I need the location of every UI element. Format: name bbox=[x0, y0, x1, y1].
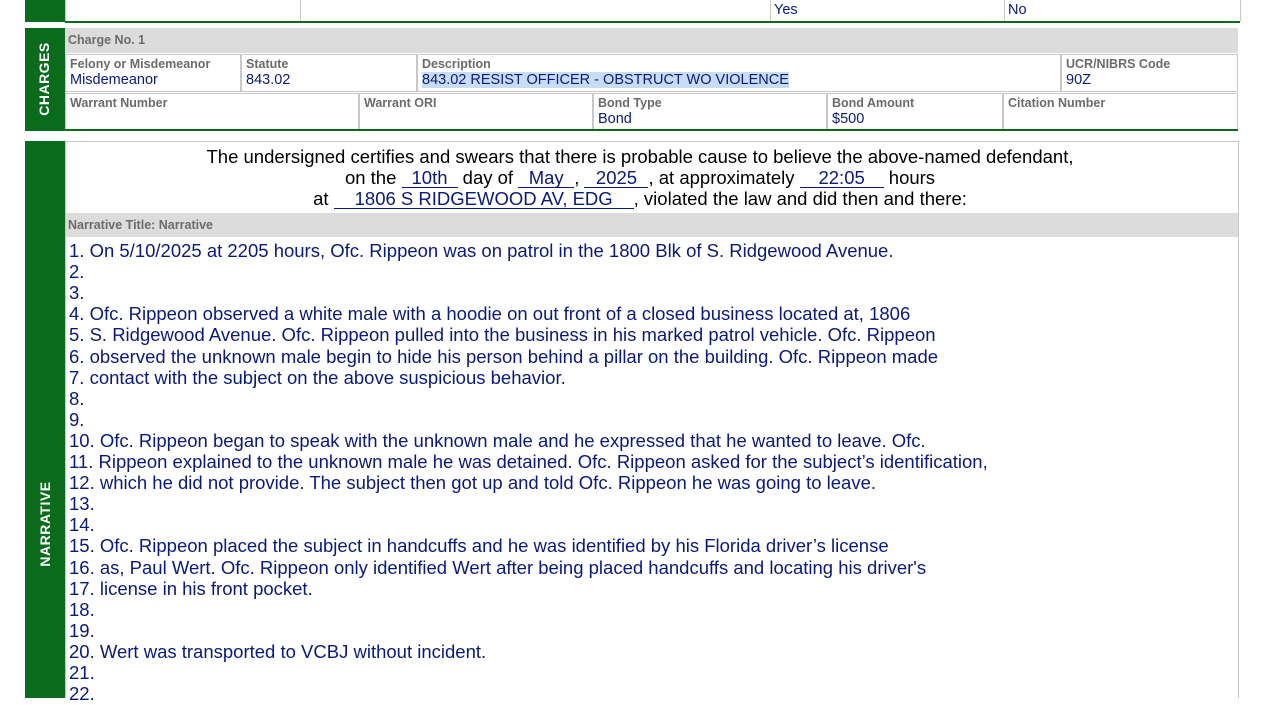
charges-section-label: CHARGES bbox=[36, 42, 52, 116]
narrative-line: 6. observed the unknown male begin to hide his person behind a pillar on the building. Ofc. Rippeon made bbox=[69, 345, 939, 367]
bond-amount-value: $500 bbox=[832, 111, 865, 127]
cert-at: at bbox=[313, 188, 329, 209]
charge-header-text: Charge No. 1 bbox=[68, 33, 146, 47]
narrative-line: 20. Wert was transported to VCBJ without incident. bbox=[69, 640, 487, 662]
cert-comma: , bbox=[574, 167, 580, 188]
narrative-line: 9. bbox=[69, 408, 85, 430]
narrative-line: 5. S. Ridgewood Avenue. Ofc. Rippeon pulled into the business in his marked patrol vehicle. Ofc. Rippeon bbox=[69, 324, 936, 346]
cert-hours: hours bbox=[888, 167, 936, 188]
cert-month-value: May bbox=[518, 169, 574, 188]
top-row-divider-3 bbox=[1004, 0, 1005, 21]
narrative-line: 11. Rippeon explained to the unknown male he was detained. Ofc. Rippeon asked for the subject’s identification, bbox=[69, 451, 988, 472]
warrant-ori-field[interactable] bbox=[359, 93, 593, 130]
narrative-section-bar bbox=[25, 141, 65, 698]
top-row-frame bbox=[65, 0, 1241, 21]
narrative-line: 1. On 5/10/2025 at 2205 hours, Ofc. Rippeon was on patrol in the 1800 Blk of S. Ridgewood Avenue. bbox=[69, 240, 894, 261]
warrant-ori-label: Warrant ORI bbox=[364, 96, 437, 110]
charge-header bbox=[65, 28, 1238, 53]
warrant-number-field[interactable] bbox=[65, 93, 359, 130]
narrative-line: 2. bbox=[69, 261, 85, 283]
ucr-value: 90Z bbox=[1066, 72, 1091, 88]
cert-time-value: 22:05 bbox=[800, 169, 884, 188]
narrative-line: 15. Ofc. Rippeon placed the subject in handcuffs and he was identified by his Florida driver’s license bbox=[69, 535, 889, 557]
narrative-line: 22. bbox=[69, 683, 95, 705]
narrative-line: 8. bbox=[69, 387, 85, 409]
narrative-line: 4. Ofc. Rippeon observed a white male with a hoodie on out front of a closed business located at, 1806 bbox=[69, 303, 911, 325]
top-row-divider-2 bbox=[770, 0, 771, 21]
top-section-bar bbox=[25, 0, 65, 22]
narrative-line: 17. license in his front pocket. bbox=[69, 577, 313, 599]
felony-label: Felony or Misdemeanor bbox=[70, 57, 211, 71]
cert-on-the: on the bbox=[344, 167, 397, 188]
description-field[interactable] bbox=[417, 54, 1061, 92]
statute-value: 843.02 bbox=[246, 72, 291, 88]
top-row-divider-1 bbox=[300, 0, 301, 21]
narrative-line: 19. bbox=[69, 619, 95, 641]
narrative-line: 7. contact with the subject on the above suspicious behavior. bbox=[69, 366, 566, 388]
bond-amount-field[interactable] bbox=[827, 93, 1003, 130]
certification-line-1: The undersigned certifies and swears that there is probable cause to believe the above-named defendant, bbox=[206, 146, 1074, 167]
felony-field[interactable] bbox=[65, 54, 241, 92]
statute-field[interactable] bbox=[241, 54, 417, 92]
cert-violated: , violated the law and did then and there: bbox=[633, 188, 967, 209]
ucr-field[interactable] bbox=[1061, 54, 1238, 92]
cert-at-approx: , at approximately bbox=[648, 167, 795, 188]
narrative-line: 3. bbox=[69, 282, 85, 304]
cert-day-value: 10th bbox=[402, 169, 458, 188]
citation-label: Citation Number bbox=[1008, 96, 1106, 110]
narrative-line: 16. as, Paul Wert. Ofc. Rippeon only identified Wert after being placed handcuffs and locating his driver's bbox=[69, 556, 927, 578]
top-row-left-value: Yes bbox=[774, 2, 798, 18]
certification-line-2 bbox=[0, 167, 1280, 189]
description-value: 843.02 RESIST OFFICER - OBSTRUCT WO VIOLENCE bbox=[422, 72, 789, 88]
narrative-title-bar bbox=[66, 213, 1238, 237]
cert-day-of: day of bbox=[462, 167, 514, 188]
narrative-line: 10. Ofc. Rippeon began to speak with the unknown male and he expressed that he wanted to leave. Ofc. bbox=[69, 429, 926, 451]
bond-type-field[interactable] bbox=[593, 93, 827, 130]
statute-label: Statute bbox=[246, 57, 289, 71]
charges-bottom-rule bbox=[65, 129, 1238, 131]
top-row-right-value: No bbox=[1008, 2, 1027, 18]
description-label: Description bbox=[422, 57, 491, 71]
narrative-line: 18. bbox=[69, 598, 95, 620]
bond-amount-label: Bond Amount bbox=[832, 96, 915, 110]
cert-year-value: 2025 bbox=[584, 169, 648, 188]
narrative-section-label: NARRATIVE bbox=[37, 481, 53, 567]
narrative-line: 12. which he did not provide. The subject then got up and told Ofc. Rippeon he was going to leave. bbox=[69, 472, 876, 494]
bond-type-value: Bond bbox=[598, 111, 632, 127]
ucr-label: UCR/NIBRS Code bbox=[1066, 57, 1171, 71]
narrative-title-text: Narrative Title: Narrative bbox=[68, 218, 213, 232]
warrant-number-label: Warrant Number bbox=[70, 96, 168, 110]
cert-location-value: 1806 S RIDGEWOOD AV, EDG bbox=[334, 190, 634, 209]
certification-line-3 bbox=[0, 188, 1280, 210]
narrative-line: 14. bbox=[69, 514, 95, 536]
narrative-line: 21. bbox=[69, 662, 95, 683]
citation-field[interactable] bbox=[1003, 93, 1238, 130]
felony-value: Misdemeanor bbox=[70, 72, 158, 88]
narrative-line: 13. bbox=[69, 493, 95, 515]
top-row-bottom-rule bbox=[65, 21, 1240, 23]
bond-type-label: Bond Type bbox=[598, 96, 662, 110]
